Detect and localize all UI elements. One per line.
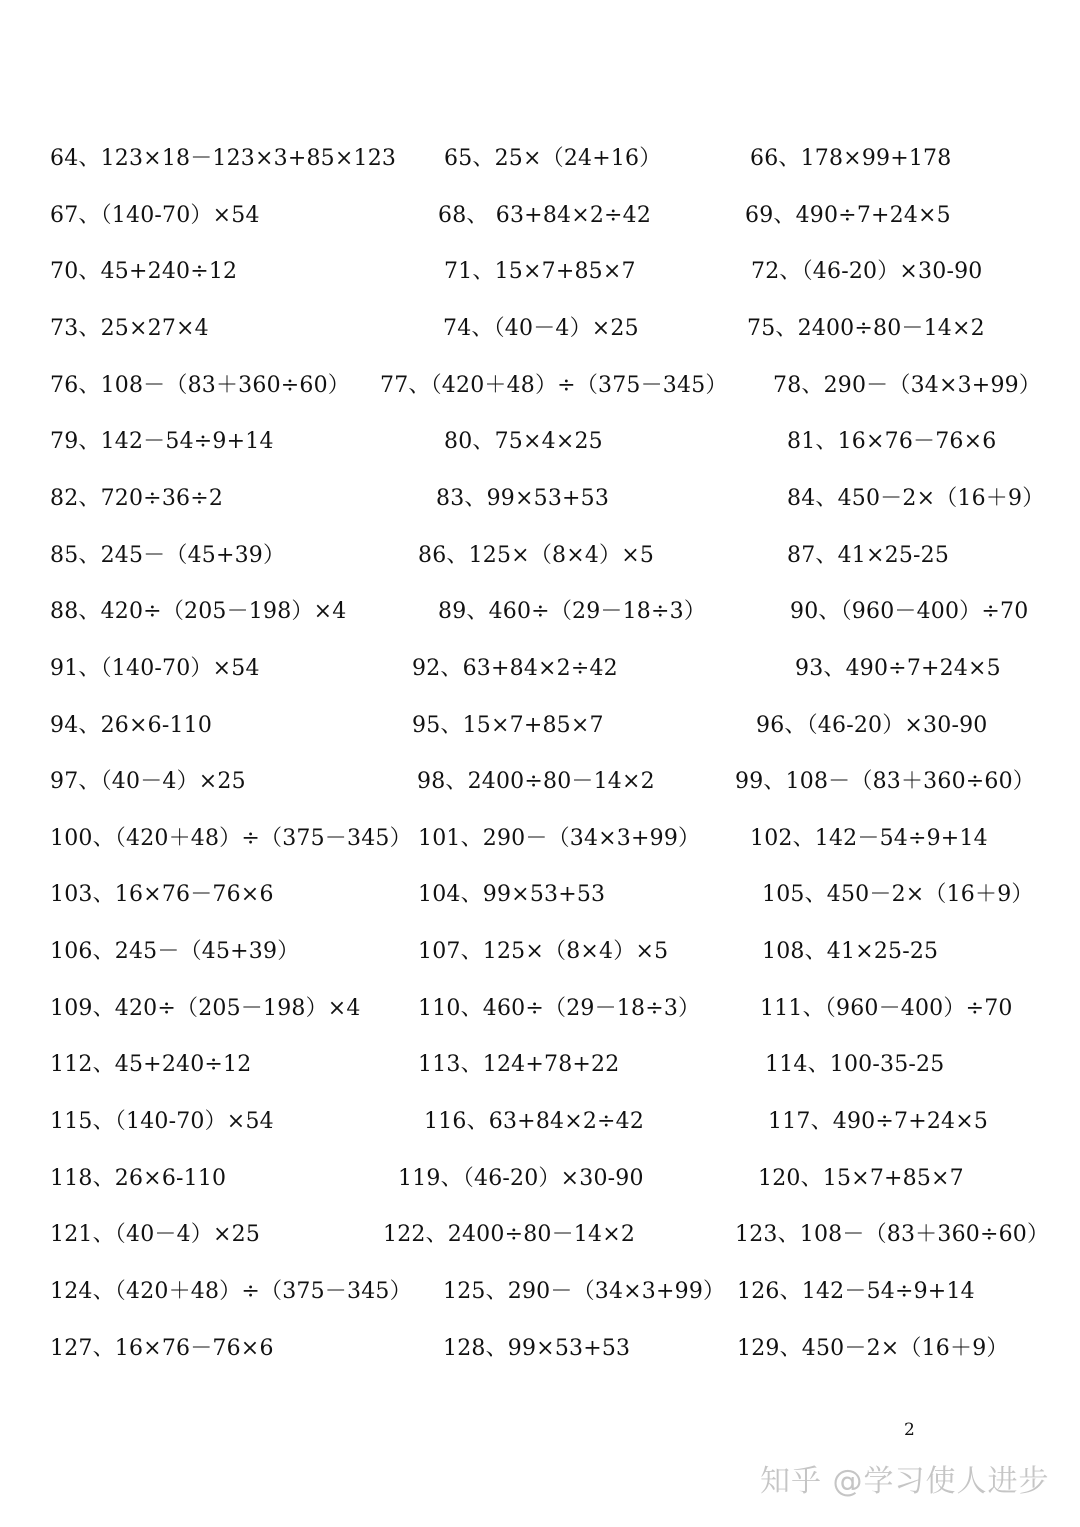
math-problem: 129、450－2×（16＋9）: [737, 1335, 1009, 1361]
problem-row: [0, 989, 1080, 1029]
problem-row: [0, 1102, 1080, 1142]
math-problem: 78、290－（34×3+99）: [773, 372, 1042, 398]
math-problem: 71、15×7+85×7: [444, 259, 636, 285]
math-problem: 82、720÷36÷2: [50, 485, 224, 511]
math-problem: 128、99×53+53: [443, 1335, 631, 1361]
math-problem: 105、450－2×（16＋9）: [762, 882, 1034, 908]
math-problem: 108、41×25-25: [762, 939, 939, 965]
problem-row: [0, 252, 1080, 292]
math-problem: 93、490÷7+24×5: [795, 655, 1001, 681]
watermark: 知乎 @学习使人进步: [760, 1464, 1050, 1499]
math-problem: 102、142－54÷9+14: [750, 825, 988, 851]
math-problem: 67、（140-70）×54: [50, 202, 260, 228]
math-problem: 87、41×25-25: [787, 542, 950, 568]
math-problem: 80、75×4×25: [444, 429, 603, 455]
math-problem: 116、63+84×2÷42: [424, 1109, 645, 1135]
problem-row: [0, 196, 1080, 236]
math-problem: 91、（140-70）×54: [50, 655, 260, 681]
math-problem: 124、（420＋48）÷（375－345）: [50, 1279, 412, 1304]
math-problem: 72、（46-20）×30-90: [751, 259, 983, 285]
math-problem: 109、420÷（205－198）×4: [50, 995, 361, 1021]
math-problem: 120、15×7+85×7: [758, 1165, 964, 1191]
math-problem: 106、245－（45+39）: [50, 939, 300, 965]
math-problem: 119、（46-20）×30-90: [398, 1165, 644, 1191]
problem-row: [0, 139, 1080, 179]
math-problem: 118、26×6-110: [50, 1165, 227, 1191]
math-problem: 66、178×99+178: [750, 146, 952, 171]
math-problem: 75、2400÷80－14×2: [747, 315, 985, 341]
math-problem: 84、450－2×（16＋9）: [787, 485, 1045, 511]
math-problem: 81、16×76－76×6: [787, 429, 997, 455]
problem-row: [0, 1045, 1080, 1085]
problem-row: [0, 536, 1080, 576]
problem-row: [0, 1329, 1080, 1369]
problem-row: [0, 875, 1080, 915]
problem-row: [0, 592, 1080, 632]
problem-row: [0, 309, 1080, 349]
problem-row: [0, 479, 1080, 519]
math-problem: 113、124+78+22: [418, 1052, 620, 1078]
math-problem: 77、（420＋48）÷（375－345）: [380, 372, 728, 398]
math-problem: 94、26×6-110: [50, 712, 213, 738]
math-problem: 111、（960－400）÷70: [760, 995, 1013, 1021]
math-problem: 97、（40－4）×25: [50, 769, 246, 795]
math-problem: 126、142－54÷9+14: [737, 1279, 975, 1304]
math-problem: 112、45+240÷12: [50, 1052, 252, 1078]
math-problem: 127、16×76－76×6: [50, 1335, 274, 1361]
problem-row: [0, 819, 1080, 859]
math-problem: 115、（140-70）×54: [50, 1109, 274, 1135]
math-problem: 110、460÷（29－18÷3）: [418, 995, 701, 1021]
problem-row: [0, 1159, 1080, 1199]
math-problem: 104、99×53+53: [418, 882, 606, 908]
problem-row: [0, 932, 1080, 972]
math-problem: 92、63+84×2÷42: [412, 655, 618, 681]
math-problem: 79、142－54÷9+14: [50, 429, 274, 455]
math-problem: 100、（420＋48）÷（375－345）: [50, 825, 412, 851]
math-problem: 76、108－（83＋360÷60）: [50, 372, 350, 398]
page-number: 2: [904, 1420, 915, 1440]
math-problem: 64、123×18－123×3+85×123: [50, 146, 397, 171]
math-problem: 103、16×76－76×6: [50, 882, 274, 908]
math-problem: 88、420÷（205－198）×4: [50, 599, 347, 625]
problem-row: [0, 762, 1080, 802]
math-problem: 83、99×53+53: [436, 485, 610, 511]
math-problem: 123、108－（83＋360÷60）: [735, 1222, 1050, 1248]
math-problem: 85、245－（45+39）: [50, 542, 286, 568]
math-problem: 98、2400÷80－14×2: [417, 769, 655, 795]
math-problem: 114、100-35-25: [765, 1052, 945, 1078]
math-problem: 90、（960－400）÷70: [790, 599, 1029, 625]
math-problem: 99、108－（83＋360÷60）: [735, 769, 1035, 795]
math-problem: 86、125×（8×4）×5: [418, 542, 655, 568]
math-problem: 125、290－（34×3+99）: [443, 1279, 726, 1304]
math-problem: 117、490÷7+24×5: [768, 1109, 989, 1135]
problem-row: [0, 422, 1080, 462]
problem-row: [0, 706, 1080, 746]
math-problem: 73、25×27×4: [50, 315, 209, 341]
math-problem: 89、460÷（29－18÷3）: [438, 599, 707, 625]
math-problem: 68、 63+84×2÷42: [438, 202, 652, 228]
math-problem: 74、（40－4）×25: [443, 315, 639, 341]
math-problem: 65、25×（24+16）: [444, 146, 662, 171]
math-problem: 96、（46-20）×30-90: [756, 712, 988, 738]
problem-row: [0, 1215, 1080, 1255]
math-problem: 101、290－（34×3+99）: [418, 825, 701, 851]
math-problem: 107、125×（8×4）×5: [418, 939, 669, 965]
math-problem: 69、490÷7+24×5: [745, 202, 951, 228]
math-problem: 121、（40－4）×25: [50, 1222, 261, 1248]
math-problem: 70、45+240÷12: [50, 259, 238, 285]
math-problem: 95、15×7+85×7: [412, 712, 604, 738]
math-problem: 122、2400÷80－14×2: [383, 1222, 636, 1248]
problem-row: [0, 1272, 1080, 1312]
problem-row: [0, 366, 1080, 406]
problem-row: [0, 649, 1080, 689]
